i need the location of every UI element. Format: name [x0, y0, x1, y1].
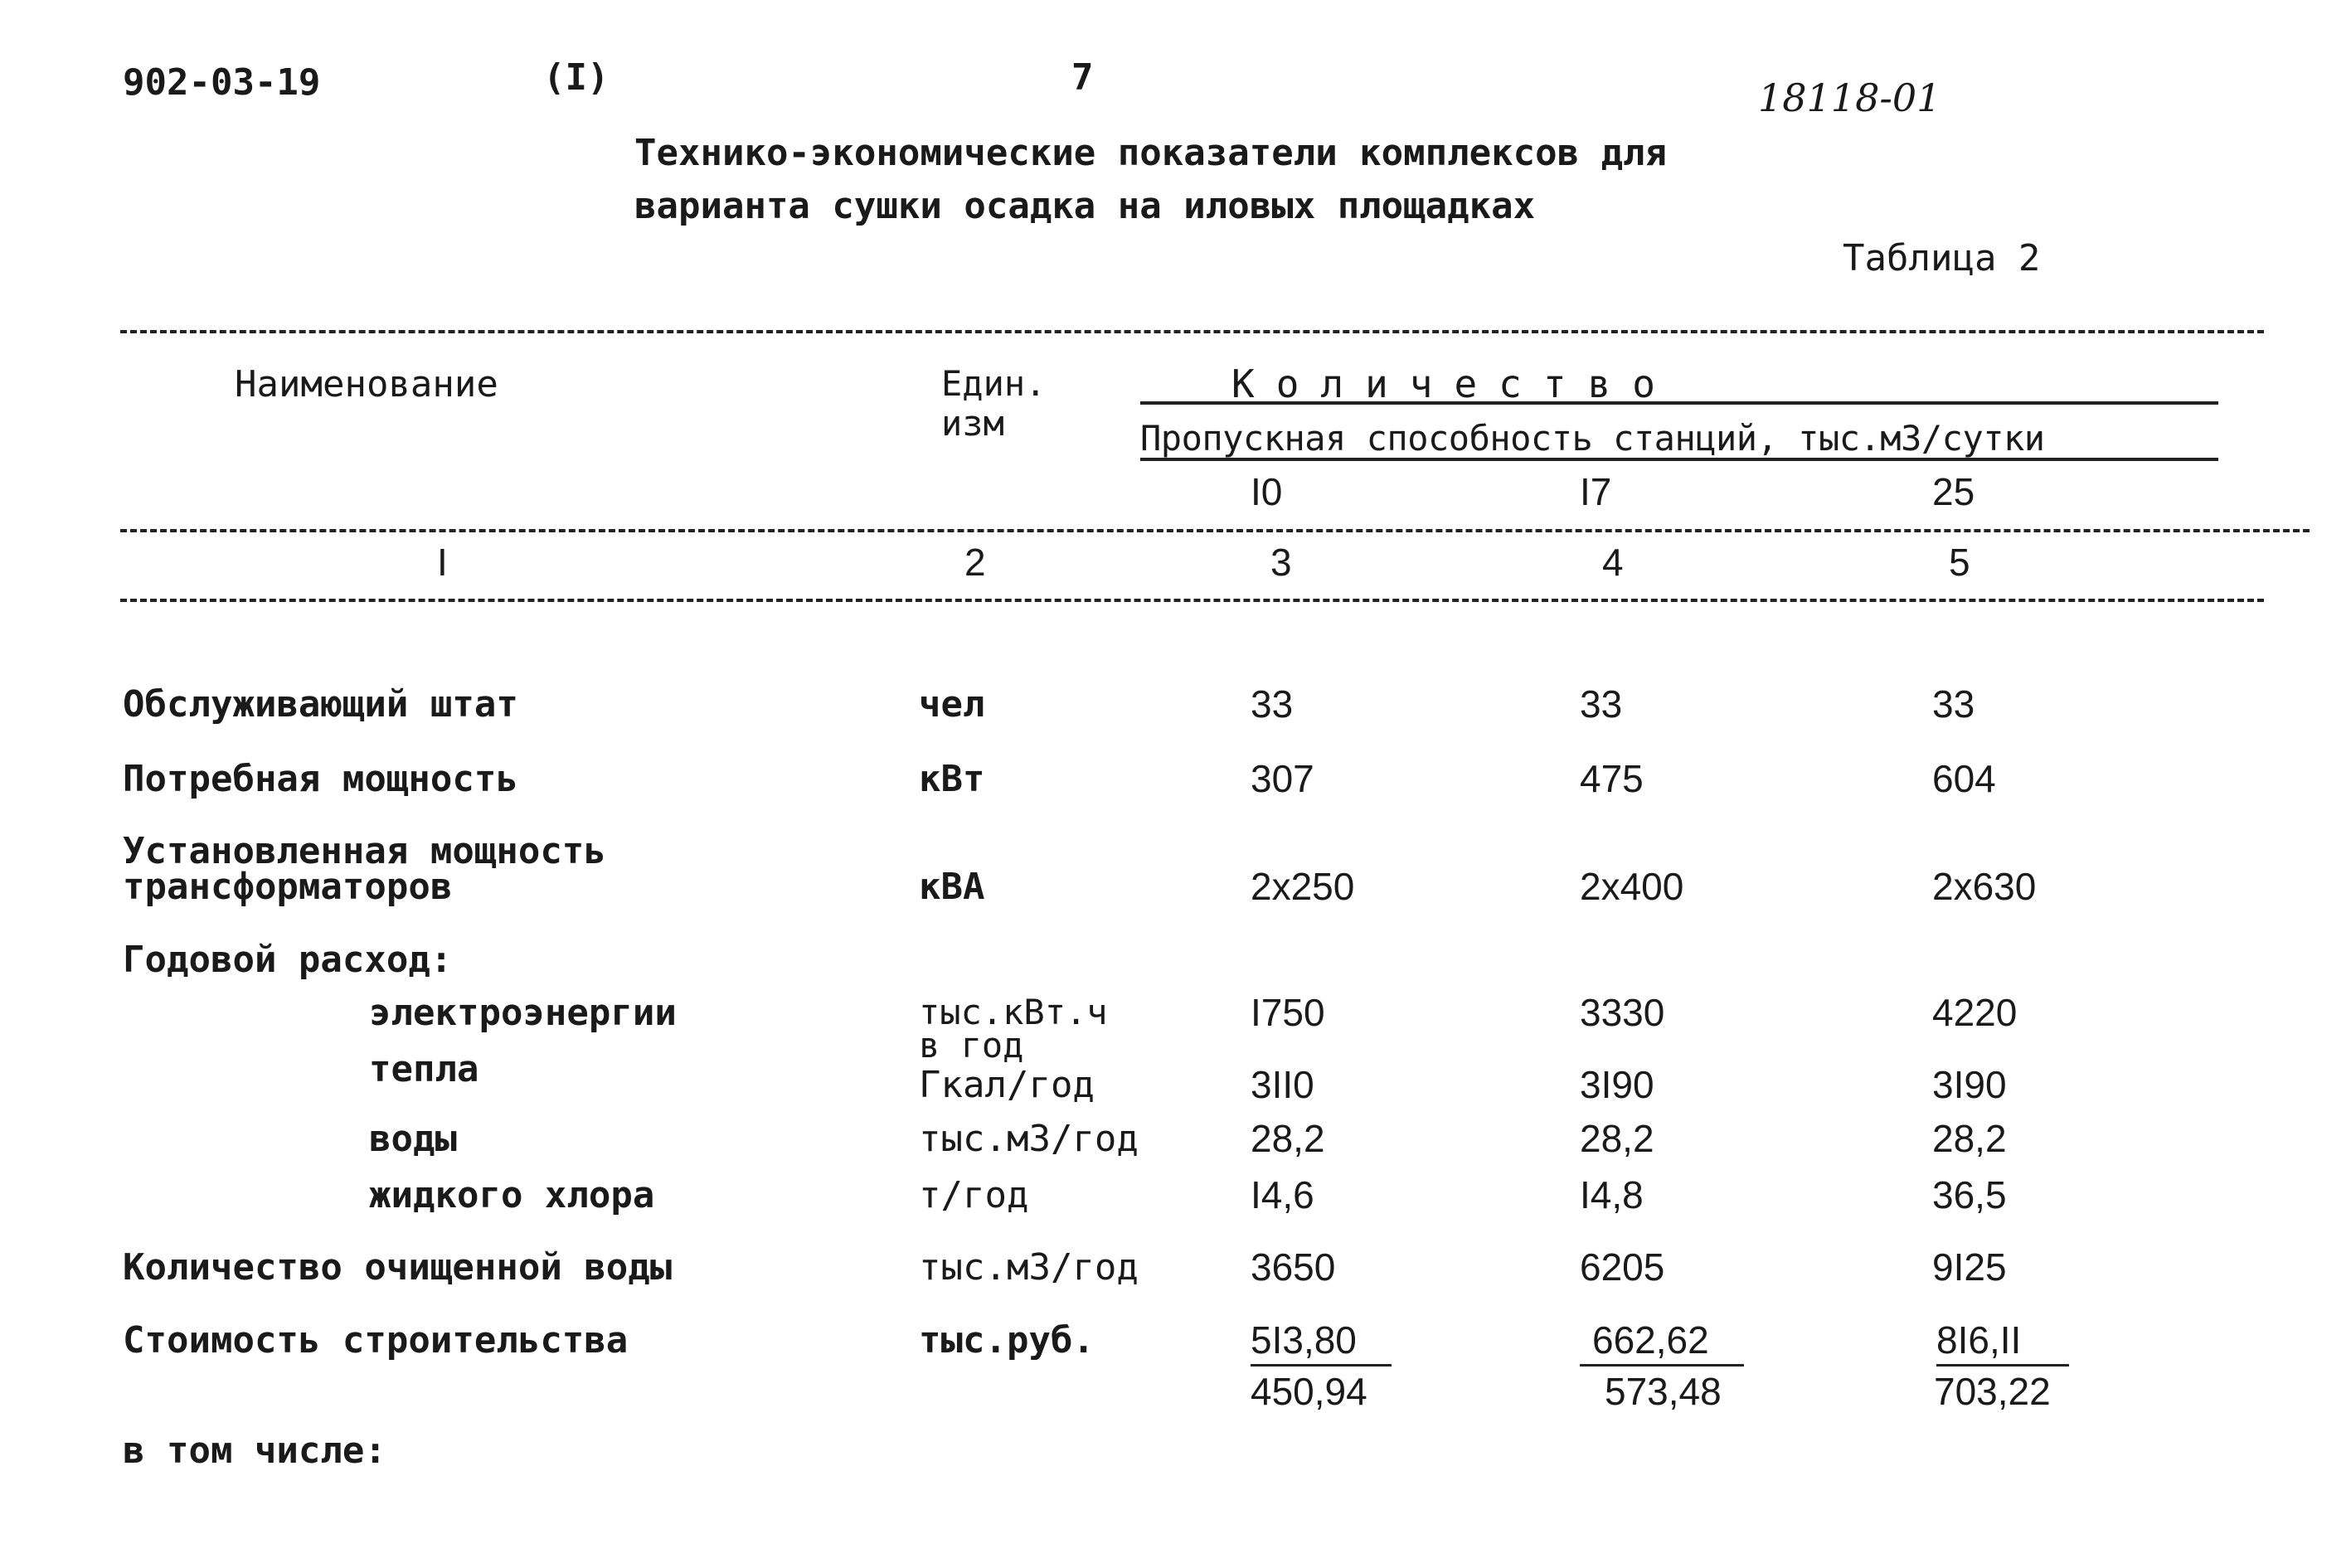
part-number: (I) [543, 56, 610, 99]
row-name: Стоимость строительства [123, 1319, 629, 1362]
column-header-unit-line1: Един. [941, 363, 1047, 404]
doc-code: 902-03-19 [123, 61, 321, 104]
row-name: Обслуживающий штат [123, 683, 518, 726]
title-line-1: Технико-экономические показатели комплексов для [634, 132, 1668, 174]
title-line-2: варианта сушки осадка на иловых площадках [634, 185, 1536, 227]
row-value-col3: 3II0 [1251, 1063, 1314, 1106]
row-name: воды [369, 1118, 457, 1160]
cost-total-col5: 8I6,II [1936, 1318, 2022, 1362]
capacity-value-17: I7 [1580, 470, 1612, 513]
column-number-5: 5 [1949, 541, 1970, 584]
column-number-1: I [437, 541, 448, 584]
fraction-line-col3 [1251, 1364, 1392, 1367]
cost-bottom-col5: 703,22 [1934, 1370, 2051, 1413]
handwritten-reference: 18118-01 [1758, 75, 1941, 120]
row-value-col3: I750 [1251, 991, 1325, 1034]
row-value-col4: 28,2 [1580, 1117, 1654, 1160]
column-header-quantity: Количество [1231, 362, 1677, 406]
row-unit: тыс.м3/год [919, 1118, 1139, 1160]
row-unit-line2: в год [919, 1025, 1024, 1066]
row-value-col4: 6205 [1580, 1245, 1665, 1289]
row-unit: Гкал/год [919, 1064, 1095, 1106]
row-unit: кВА [919, 866, 985, 908]
row-value-col4: I4,8 [1580, 1173, 1644, 1216]
row-value-col4: 3330 [1580, 991, 1665, 1034]
fraction-line-col5 [1936, 1364, 2069, 1367]
footer-note: в том числе: [123, 1430, 386, 1472]
row-value-col3: 28,2 [1251, 1117, 1325, 1160]
header-mid-rule [120, 529, 2310, 532]
header-top-rule [120, 330, 2264, 333]
row-value-col3: 33 [1251, 682, 1294, 726]
row-value-col3: 3650 [1251, 1245, 1336, 1289]
cost-total-col4: 662,62 [1592, 1318, 1709, 1362]
page-number: 7 [1071, 56, 1094, 99]
row-value-col5: 2x630 [1932, 865, 2037, 908]
row-name: Количество очищенной воды [123, 1246, 673, 1289]
column-number-4: 4 [1602, 541, 1624, 584]
row-unit-line1: тыс.кВт.ч [919, 992, 1108, 1032]
row-name-line2: трансформаторов [123, 866, 453, 908]
row-name: жидкого хлора [369, 1174, 655, 1216]
row-unit: тыс.м3/год [919, 1246, 1139, 1289]
capacity-value-10: I0 [1251, 470, 1283, 513]
row-value-col4: 33 [1580, 682, 1623, 726]
capacity-value-25: 25 [1932, 470, 1975, 513]
cost-bottom-col4: 573,48 [1605, 1370, 1722, 1413]
cost-bottom-col3: 450,94 [1251, 1370, 1367, 1413]
row-value-col4: 3I90 [1580, 1063, 1654, 1106]
row-value-col5: 4220 [1932, 991, 2018, 1034]
row-value-col4: 2x400 [1580, 865, 1684, 908]
column-number-2: 2 [964, 541, 986, 584]
row-value-col5: 3I90 [1932, 1063, 2007, 1106]
fraction-line-col4 [1580, 1364, 1744, 1367]
row-value-col5: 28,2 [1932, 1117, 2007, 1160]
row-value-col3: 2x250 [1251, 865, 1355, 908]
row-value-col5: 36,5 [1932, 1173, 2007, 1216]
column-header-name: Наименование [235, 363, 498, 405]
column-header-unit-line2: изм [941, 403, 1004, 444]
row-name: электроэнергии [369, 992, 677, 1034]
row-value-col3: 307 [1251, 757, 1314, 800]
column-header-capacity: Пропускная способность станций, тыс.м3/сутки [1140, 418, 2045, 459]
row-value-col3: I4,6 [1251, 1173, 1314, 1216]
row-unit: кВт [919, 758, 985, 800]
row-name: Потребная мощность [123, 758, 518, 800]
row-value-col5: 33 [1932, 682, 1975, 726]
row-name: тепла [369, 1048, 479, 1090]
cost-total-col3: 5I3,80 [1251, 1318, 1357, 1362]
header-bottom-rule [120, 599, 2264, 602]
column-number-3: 3 [1270, 541, 1292, 584]
row-unit: чел [919, 683, 985, 726]
table-label: Таблица 2 [1843, 237, 2041, 279]
row-name-line1: Установленная мощность [123, 830, 606, 872]
row-group-heading: Годовой расход: [123, 939, 453, 981]
row-unit: тыс.руб. [919, 1319, 1095, 1362]
row-unit: т/год [919, 1174, 1029, 1216]
row-value-col5: 604 [1932, 757, 1996, 800]
row-value-col4: 475 [1580, 757, 1644, 800]
row-value-col5: 9I25 [1932, 1245, 2007, 1289]
